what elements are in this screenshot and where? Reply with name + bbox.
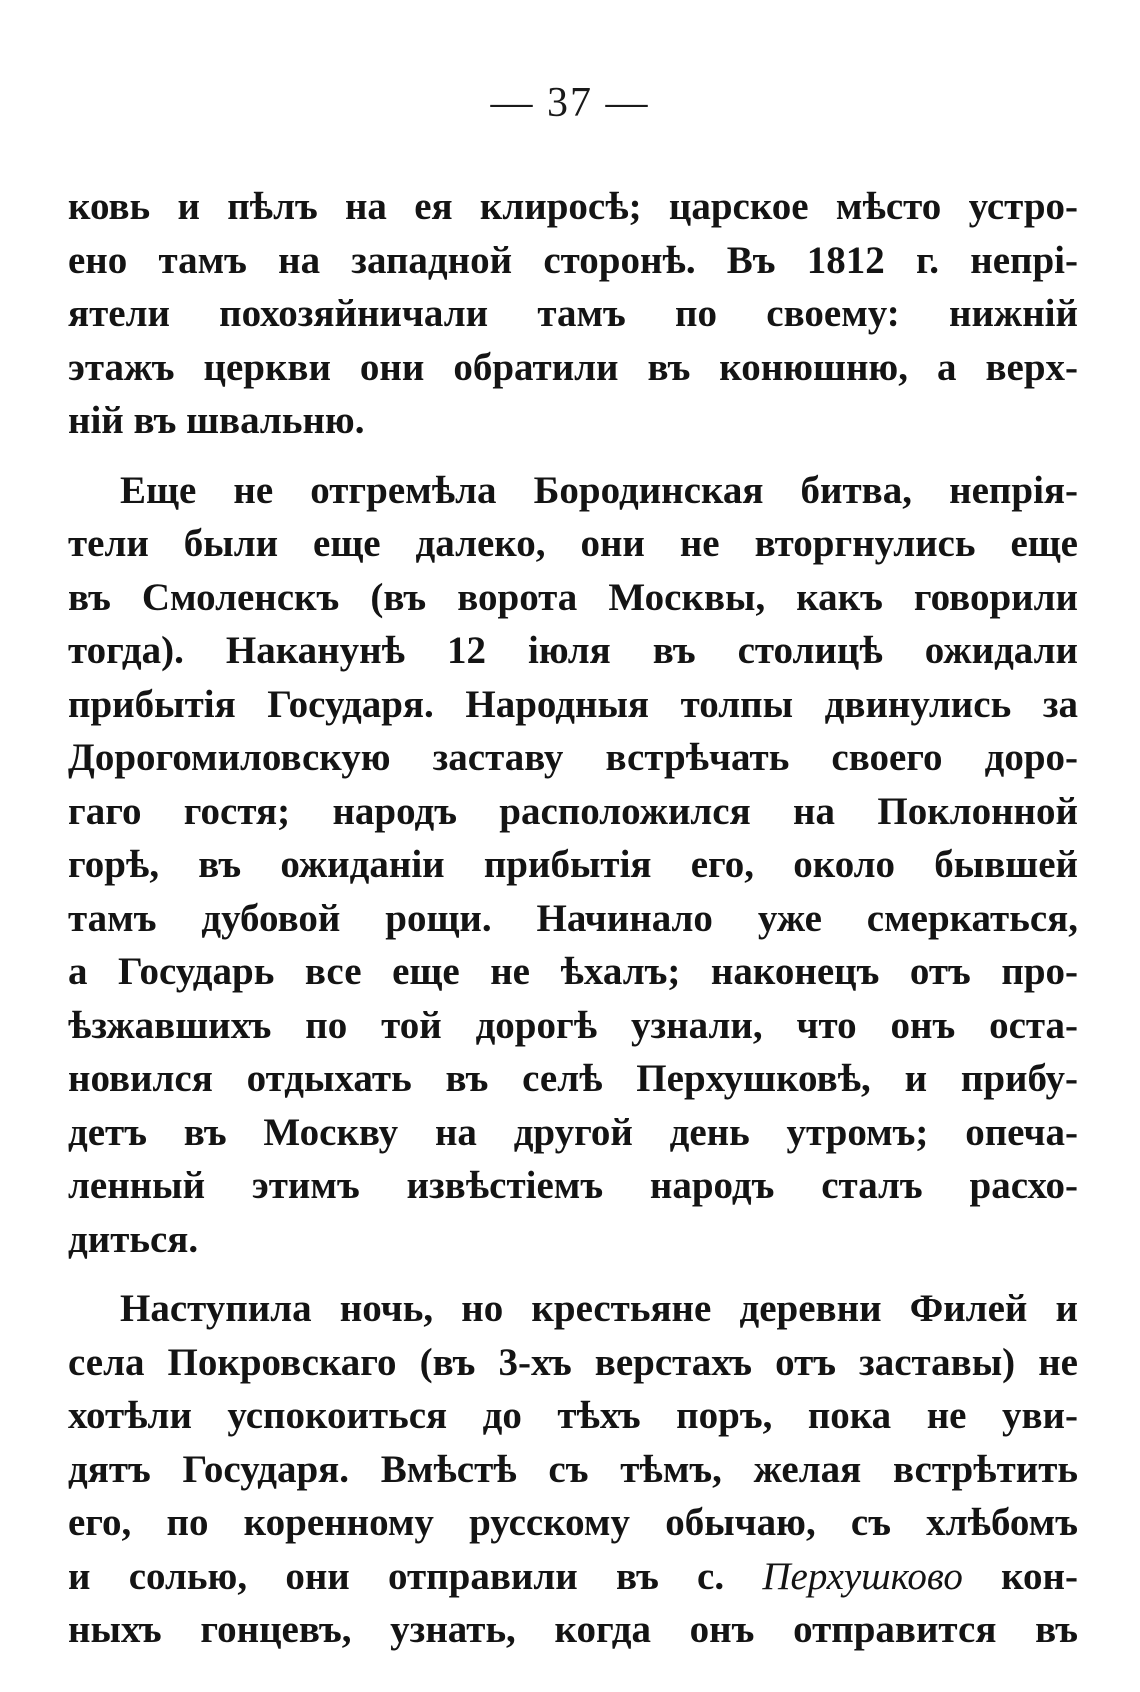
text-line: ѣзжавшихъ по той дорогѣ узнали, что онъ оста- [68,1003,1078,1047]
text-line: ныхъ гонцевъ, узнать, когда онъ отправится въ [68,1608,1078,1651]
text-line: горѣ, въ ожиданіи прибытія его, около бывшей [68,843,1078,886]
text-line: ковь и пѣлъ на ея клиросѣ; царское мѣсто устро- [68,185,1078,228]
text-line: ленный этимъ извѣстіемъ народъ сталъ расхо- [68,1164,1078,1207]
text-line: новился отдыхать въ селѣ Перхушковѣ, и прибу- [68,1057,1078,1100]
text-line-end: кон- [1001,1554,1079,1598]
text-line: Дорогомиловскую заставу встрѣчать своего доро- [68,736,1078,779]
text-line: тогда). Наканунѣ 12 іюля въ столицѣ ожидали [68,629,1078,672]
text-line: детъ въ Москву на другой день утромъ; опеча- [68,1110,1078,1154]
text-line: тамъ дубовой рощи. Начинало уже смеркаться, [68,896,1078,940]
text-line: его, по коренному русскому обычаю, съ хлѣбомъ [68,1501,1078,1544]
text-line: Еще не отгремѣла Бородинская битва, непрія- [120,468,1078,512]
italic-place-name: Перхушково [762,1554,963,1598]
text-line-with-italic [68,1550,1078,1604]
text-line: ено тамъ на западной сторонѣ. Въ 1812 г. непрі- [68,238,1078,282]
text-line: гаго гостя; народъ расположился на Поклонной [68,789,1078,833]
page-number: — 37 — [490,80,650,126]
paragraph-gap [68,1266,1078,1282]
text-line: хотѣли успокоиться до тѣхъ поръ, пока не уви- [68,1394,1078,1437]
text-line: диться. [68,1217,199,1261]
text-line: Наступила ночь, но крестьяне деревни Филей и [120,1287,1078,1330]
text-line: этажъ церкви они обратили въ конюшню, а верх- [68,345,1078,389]
body-text [68,180,1078,1657]
text-line: ятели похозяйничали тамъ по своему: нижній [68,292,1078,335]
text-line: дятъ Государя. Вмѣстѣ съ тѣмъ, желая встрѣтить [68,1447,1078,1491]
text-line: села Покровскаго (въ 3-хъ верстахъ отъ заставы) не [68,1340,1078,1384]
paragraph-gap [68,448,1078,464]
text-line: въ Смоленскъ (въ ворота Москвы, какъ говорили [68,575,1078,619]
text-line: а Государь все еще не ѣхалъ; наконецъ отъ про- [68,950,1078,993]
text-line: прибытія Государя. Народныя толпы двинулись за [68,682,1078,726]
text-line: ній въ швальню. [68,399,365,442]
text-line: тели были еще далеко, они не вторгнулись еще [68,522,1078,565]
text-line-start: и солью, они отправили въ с. [68,1554,725,1598]
